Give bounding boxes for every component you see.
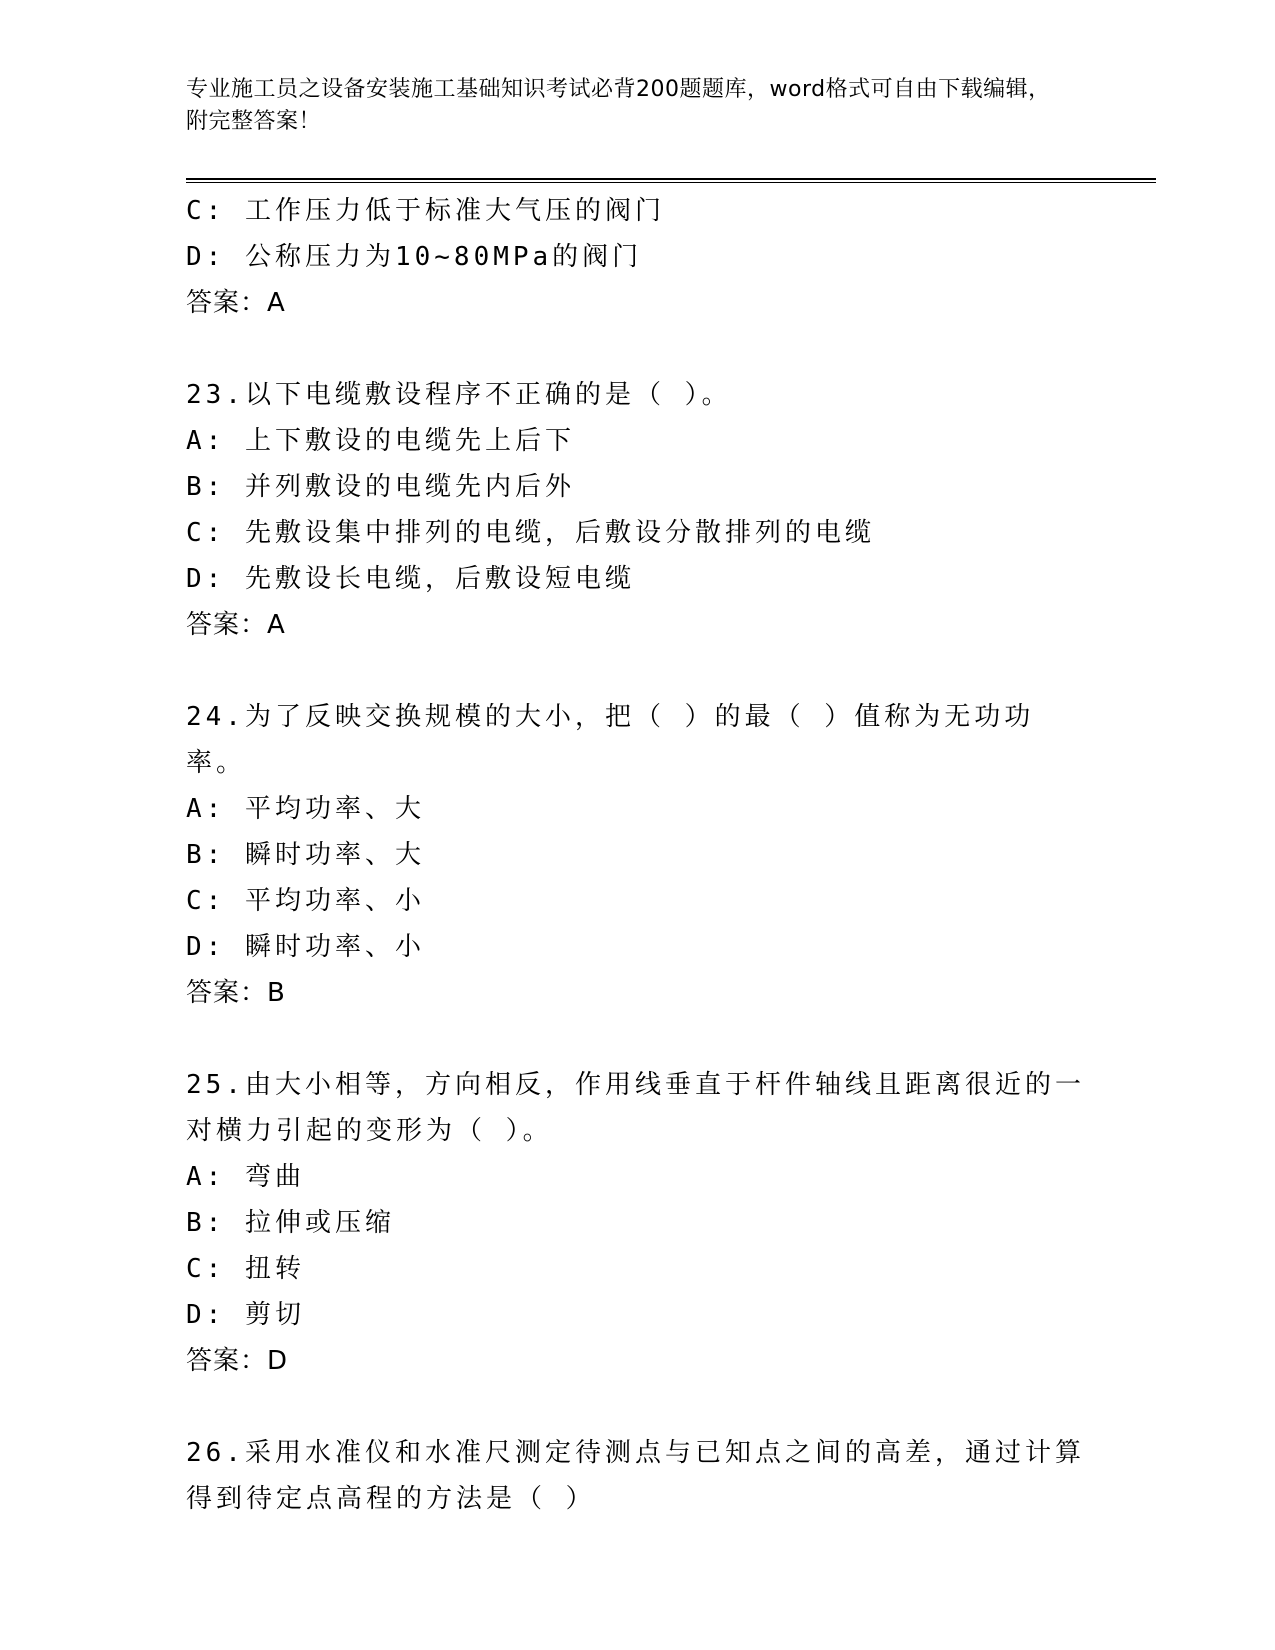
option-c: C: 平均功率、小 xyxy=(186,886,425,916)
question-26 xyxy=(186,1430,1086,1522)
option-b: B: 并列敷设的电缆先内后外 xyxy=(186,472,575,502)
answer-line: 答案：A xyxy=(186,288,286,318)
question-24 xyxy=(186,694,1086,1016)
option-d: D: 公称压力为10~80MPa的阀门 xyxy=(186,242,643,272)
question-23 xyxy=(186,372,1086,648)
option-c: C: 工作压力低于标准大气压的阀门 xyxy=(186,196,665,226)
option-b: B: 瞬时功率、大 xyxy=(186,840,425,870)
option-d: D: 剪切 xyxy=(186,1300,305,1330)
answer-line: 答案：D xyxy=(186,1346,289,1376)
answer-line: 答案：A xyxy=(186,610,286,640)
option-c: C: 扭转 xyxy=(186,1254,305,1284)
option-d: D: 瞬时功率、小 xyxy=(186,932,425,962)
question-list xyxy=(186,188,1086,1522)
option-c: C: 先敷设集中排列的电缆，后敷设分散排列的电缆 xyxy=(186,518,875,548)
option-a: A: 上下敷设的电缆先上后下 xyxy=(186,426,575,456)
question-stem: 23.以下电缆敷设程序不正确的是（ ）。 xyxy=(186,380,732,410)
question-25 xyxy=(186,1062,1086,1384)
previous-question-tail xyxy=(186,188,1086,326)
option-b: B: 拉伸或压缩 xyxy=(186,1208,395,1238)
header-divider xyxy=(186,178,1156,183)
spacer xyxy=(186,326,1086,372)
question-stem: 26.采用水准仪和水准尺测定待测点与已知点之间的高差，通过计算得到待定点高程的方法是（ ） xyxy=(186,1438,1085,1514)
page-header: 专业施工员之设备安装施工基础知识考试必背200题题库，word格式可自由下载编辑，附完整答案！ xyxy=(186,77,1051,134)
option-d: D: 先敷设长电缆，后敷设短电缆 xyxy=(186,564,635,594)
question-stem: 24.为了反映交换规模的大小，把（ ）的最（ ）值称为无功功率。 xyxy=(186,702,1035,778)
spacer xyxy=(186,1016,1086,1062)
answer-line: 答案：B xyxy=(186,978,286,1008)
spacer xyxy=(186,648,1086,694)
question-stem: 25.由大小相等，方向相反，作用线垂直于杆件轴线且距离很近的一对横力引起的变形为（ ）。 xyxy=(186,1070,1085,1146)
option-a: A: 平均功率、大 xyxy=(186,794,425,824)
spacer xyxy=(186,1384,1086,1430)
option-a: A: 弯曲 xyxy=(186,1162,305,1192)
